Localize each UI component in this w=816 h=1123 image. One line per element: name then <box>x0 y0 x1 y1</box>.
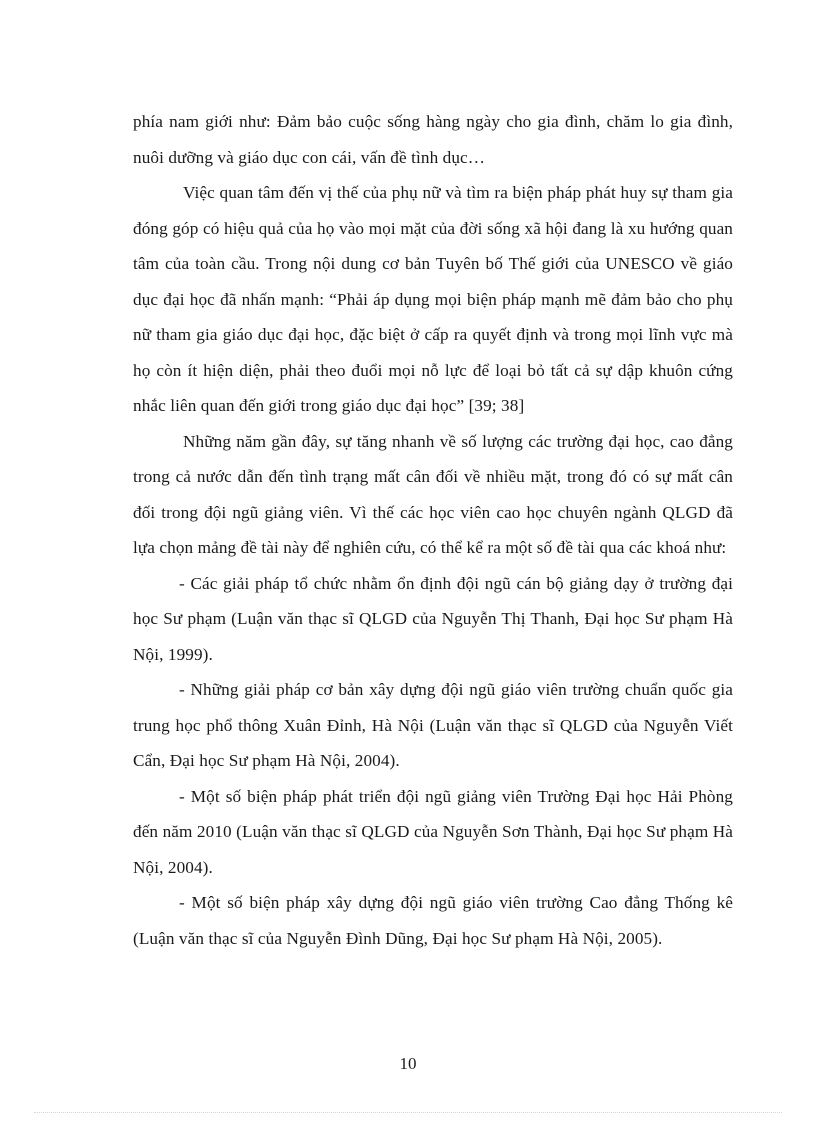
paragraph: Những năm gần đây, sự tăng nhanh về số lượng các trường đại học, cao đẳng trong cả nước dẫn đến tình trạng mất cân đối về nhiều mặt, trong đó có sự mất cân đối trong đội ngũ giảng viên. Vì thế các học viên cao học chuyên ngành QLGD đã lựa chọn mảng đề tài này để nghiên cứu, có thể kể ra một số đề tài qua các khoá như: <box>133 431 733 557</box>
paragraph: Việc quan tâm đến vị thế của phụ nữ và tìm ra biện pháp phát huy sự tham gia đóng góp có hiệu quả của họ vào mọi mặt của đời sống xã hội đang là xu hướng quan tâm của toàn cầu. Trong nội dung cơ bản Tuyên bố Thế giới của UNESCO về giáo dục đại học đã nhấn mạnh: “Phải áp dụng mọi biện pháp mạnh mẽ đảm bảo cho phụ nữ tham gia giáo dục đại học, đặc biệt ở cấp ra quyết định và trong mọi lĩnh vực mà họ còn ít hiện diện, phải theo đuổi mọi nỗ lực để loại bỏ tất cả sự dập khuôn cứng nhắc liên quan đến giới trong giáo dục đại học” [39; 38] <box>133 183 733 415</box>
paragraph: - Những giải pháp cơ bản xây dựng đội ngũ giáo viên trường chuẩn quốc gia trung học phổ thông Xuân Đỉnh, Hà Nội (Luận văn thạc sĩ QLGD của Nguyễn Viết Cẩn, Đại học Sư phạm Hà Nội, 2004). <box>133 680 733 770</box>
paragraph: - Một số biện pháp phát triển đội ngũ giảng viên Trường Đại học Hải Phòng đến năm 2010 (Luận văn thạc sĩ QLGD của Nguyễn Sơn Thành, Đại học Sư phạm Hà Nội, 2004). <box>133 786 733 877</box>
paragraph: - Các giải pháp tổ chức nhằm ổn định đội ngũ cán bộ giảng dạy ở trường đại học Sư phạm (Luận văn thạc sĩ QLGD của Nguyễn Thị Thanh, Đại học Sư phạm Hà Nội, 1999). <box>133 573 733 664</box>
page-number: 10 <box>399 1054 417 1073</box>
paragraph: phía nam giới như: Đảm bảo cuộc sống hàng ngày cho gia đình, chăm lo gia đình, nuôi dưỡng và giáo dục con cái, vấn đề tình dục… <box>133 112 733 167</box>
footer-divider <box>34 1112 782 1114</box>
page-body <box>133 104 733 956</box>
paragraph: - Một số biện pháp xây dựng đội ngũ giáo viên trường Cao đẳng Thống kê (Luận văn thạc sĩ của Nguyễn Đình Dũng, Đại học Sư phạm Hà Nội, 2005). <box>133 893 733 948</box>
